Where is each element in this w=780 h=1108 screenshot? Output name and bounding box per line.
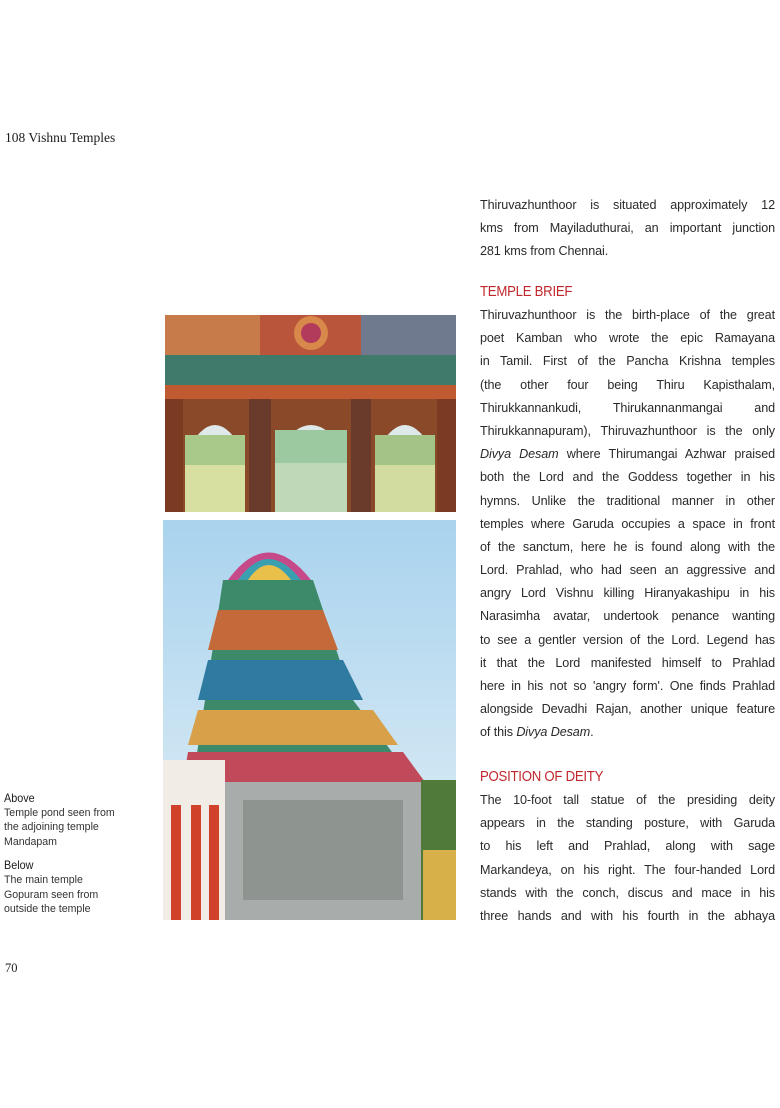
running-head: 108 Vishnu Temples [5,130,116,145]
body-line [480,582,775,605]
photo-temple-gopuram [163,520,456,920]
line-text: to see a gentler version of the Lord. Legend has [480,632,775,647]
body-line [480,835,775,858]
body-line [480,789,775,812]
body-line [480,194,775,217]
body-line [480,812,775,835]
line-text: it that the Lord manifested himself to Prahlad [480,655,775,670]
section-body [480,304,775,745]
body-line [480,536,775,559]
line-text: (the other four being Thiru Kapisthalam, [480,377,775,392]
line-text: Thiruvazhunthoor is situated approximately 12 [480,198,775,212]
section-heading: TEMPLE BRIEF [480,283,573,300]
body-line [480,721,775,744]
caption-line: outside the temple [4,903,91,916]
italic-term: Divya Desam [516,725,591,740]
body-line [480,217,775,240]
page-number: 70 [5,961,18,975]
section-heading: POSITION OF DEITY [480,768,604,785]
body-line [480,490,775,513]
caption-line: Mandapam [4,835,57,848]
caption-line: Temple pond seen from [4,806,115,819]
body-line [480,240,775,263]
line-text: Markandeya, on his right. The four-handed Lord [480,862,775,877]
line-text: both the Lord and the Goddess together in his [480,470,775,485]
caption-title: Below [4,858,34,873]
line-text: The 10-foot tall statue of the presiding deity [480,793,775,807]
body-line [480,675,775,698]
italic-term: Divya Desam [480,447,559,462]
line-text: where Thirumangai Azhwar praised [558,447,776,462]
caption-line: The main temple [4,873,83,886]
line-text: Lord. Prahlad, who had seen an aggressive and [480,563,775,578]
body-line [480,605,775,628]
line-text: angry Lord Vishnu killing Hiranyakashipu in his [480,586,775,601]
photo-temple-pond [165,315,456,512]
line-text: Thiruvazhunthoor is the birth-place of the great [480,308,775,322]
line-text: hymns. Unlike the traditional manner in other [480,493,775,508]
body-line [480,698,775,721]
line-text: Thirukkannankudi, Thirukannanmangai and [480,400,775,415]
body-line [480,466,775,489]
caption-below [4,858,144,916]
line-text: 281 kms from Chennai. [480,244,609,259]
body-line [480,350,775,373]
section-position-of-deity [480,765,775,928]
body-line [480,513,775,536]
body-line [480,629,775,652]
body-line [480,397,775,420]
body-line [480,420,775,443]
line-text: appears in the standing posture, with Garuda [480,816,775,831]
line-text: temples where Garuda occupies a space in front [480,516,775,531]
line-text: alongside Devadhi Rajan, another unique feature [480,702,775,717]
line-text: kms from Mayiladuthurai, an important junction [480,221,775,236]
line-text: in Tamil. First of the Pancha Krishna temples [480,354,775,369]
body-line [480,443,775,466]
body-line [480,374,775,397]
line-text: Thirukkannapuram), Thiruvazhunthoor is the only [480,423,775,438]
body-line [480,905,775,928]
section-body [480,789,775,928]
caption-above [4,791,144,849]
line-text: of this [480,725,517,740]
caption-line: Gopuram seen from [4,888,99,901]
section-temple-brief [480,280,775,745]
line-text: three hands and with his fourth in the abhaya [480,908,775,923]
body-line [480,652,775,675]
caption-title: Above [4,791,35,805]
body-line [480,327,775,350]
line-text: of the sanctum, here he is found along with the [480,539,775,554]
caption-line: the adjoining temple [4,821,99,834]
line-text: here in his not so 'angry form'. One finds Prahlad [480,679,775,693]
line-text: Narasimha avatar, undertook penance wanting [480,609,775,624]
line-text: stands with the conch, discus and mace in his [480,885,775,900]
body-line [480,859,775,882]
line-text: . [590,725,594,740]
photo-captions [4,791,144,926]
line-text: to his left and Prahlad, along with sage [480,839,775,854]
body-line [480,882,775,905]
intro-paragraph [480,194,775,264]
body-line [480,304,775,327]
body-line [480,559,775,582]
line-text: poet Kamban who wrote the epic Ramayana [480,331,775,346]
